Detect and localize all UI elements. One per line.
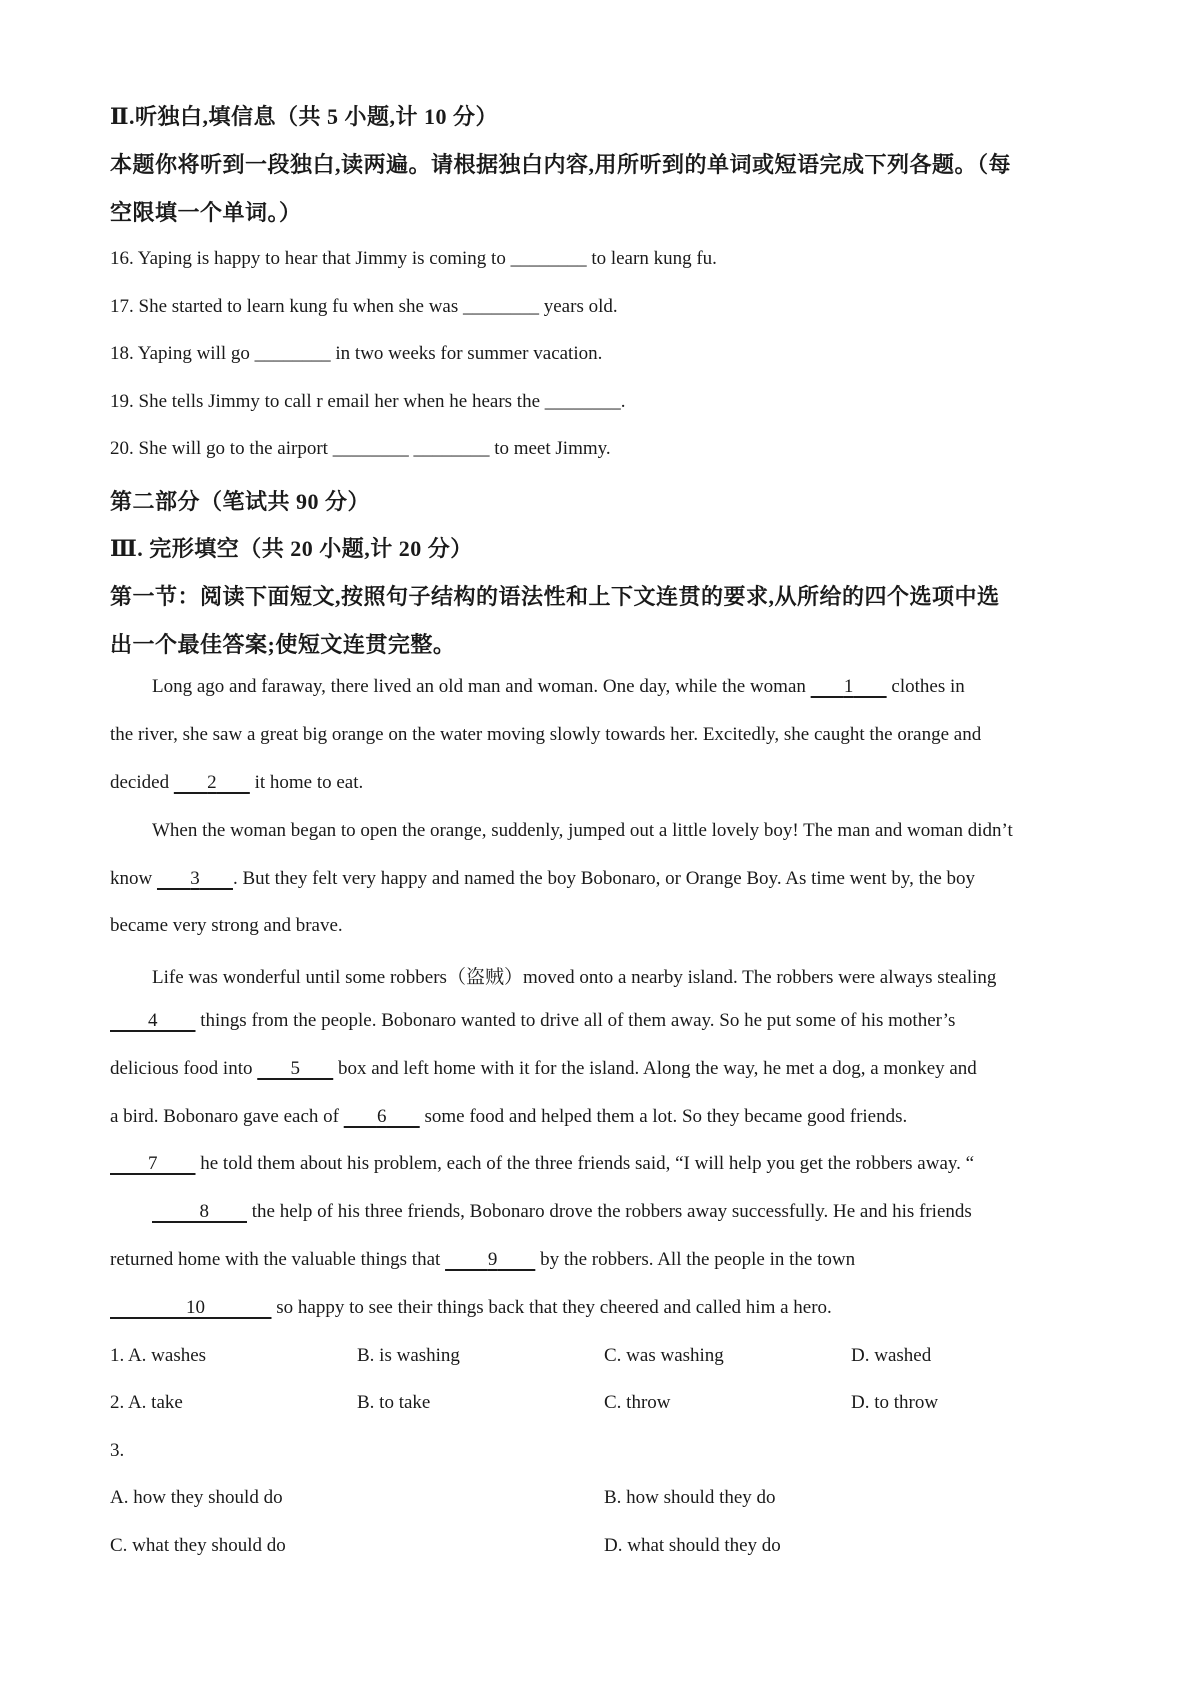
question-16: 16. Yaping is happy to hear that Jimmy is coming to ________ to learn kung fu. — [110, 248, 717, 269]
blank-10 — [110, 1297, 272, 1318]
blank-number: 7 — [148, 1153, 158, 1174]
blank-7 — [110, 1153, 196, 1174]
passage-text: delicious food into — [110, 1058, 258, 1079]
blank-number: 3 — [190, 868, 200, 889]
blank-number: 10 — [186, 1297, 205, 1318]
option-1c: C. was washing — [604, 1345, 724, 1366]
passage-line — [110, 868, 975, 890]
question-20: 20. She will go to the airport ________ ________ to meet Jimmy. — [110, 438, 611, 459]
passage-line — [110, 1249, 855, 1271]
passage-line: Life was wonderful until some robbers（盗贼）moved onto a nearby island. The robbers were always stealing — [152, 967, 997, 988]
question-18: 18. Yaping will go ________ in two weeks for summer vacation. — [110, 343, 603, 364]
passage-text: some food and helped them a lot. So they became good friends. — [419, 1106, 908, 1127]
section-3-title: Ⅲ. 完形填空（共 20 小题,计 20 分） — [110, 536, 473, 561]
blank-number: 4 — [148, 1010, 158, 1031]
option-3b: B. how should they do — [604, 1487, 776, 1508]
blank-number: 1 — [843, 676, 854, 697]
passage-line — [152, 676, 965, 698]
passage-line — [110, 1153, 974, 1175]
passage-text: returned home with the valuable things that — [110, 1249, 446, 1270]
blank-5 — [257, 1058, 333, 1079]
passage-text: know — [110, 868, 157, 889]
passage-text: Long ago and faraway, there lived an old man and woman. One day, while the woman — [152, 676, 811, 697]
question-17: 17. She started to learn kung fu when she was ________ years old. — [110, 296, 618, 317]
blank-2 — [174, 772, 250, 793]
passage-text: box and left home with it for the island. Along the way, he met a dog, a monkey and — [333, 1058, 977, 1079]
part-2-title: 第二部分（笔试共 90 分） — [110, 489, 371, 514]
question-3-label: 3. — [110, 1440, 125, 1461]
blank-number: 5 — [290, 1058, 300, 1079]
passage-text: things from the people. Bobonaro wanted to drive all of them away. So he put some of his mother’s — [195, 1010, 956, 1031]
passage-text: decided — [110, 772, 174, 793]
section-2-instructions-line-1: 本题你将听到一段独白,读两遍。请根据独白内容,用所听到的单词或短语完成下列各题。（每 — [110, 152, 1012, 177]
section-3-instructions-line-1: 第一节：阅读下面短文,按照句子结构的语法性和上下文连贯的要求,从所给的四个选项中选 — [110, 584, 1000, 609]
blank-1 — [811, 676, 887, 697]
option-2c: C. throw — [604, 1392, 671, 1413]
option-2d: D. to throw — [851, 1392, 939, 1413]
passage-line — [110, 1297, 832, 1319]
blank-6 — [344, 1106, 420, 1127]
blank-8 — [152, 1201, 247, 1222]
option-3c: C. what they should do — [110, 1535, 286, 1556]
blank-number: 6 — [376, 1106, 387, 1127]
passage-text: by the robbers. All the people in the town — [535, 1249, 856, 1270]
option-1d: D. washed — [851, 1345, 932, 1366]
blank-number: 9 — [487, 1249, 498, 1270]
passage-line — [110, 1106, 907, 1128]
section-2-title: Ⅱ.听独白,填信息（共 5 小题,计 10 分） — [110, 104, 499, 129]
passage-line — [110, 772, 363, 794]
section-3-instructions-line-2: 出一个最佳答案;使短文连贯完整。 — [110, 632, 456, 657]
blank-number: 2 — [207, 772, 217, 793]
blank-3 — [157, 868, 233, 889]
option-1a: 1. A. washes — [110, 1345, 207, 1366]
passage-text: . But they felt very happy and named the boy Bobonaro, or Orange Boy. As time went by, the boy — [232, 868, 976, 889]
passage-text: clothes in — [886, 676, 965, 697]
option-3a: A. how they should do — [110, 1487, 283, 1508]
option-3d: D. what should they do — [604, 1535, 781, 1556]
blank-number: 8 — [199, 1201, 209, 1222]
passage-line — [152, 1201, 972, 1223]
passage-text: he told them about his problem, each of the three friends said, “I will help you get the robbers away. “ — [195, 1153, 975, 1174]
passage-line: the river, she saw a great big orange on the water moving slowly towards her. Excitedly, she caught the orange and — [110, 724, 982, 745]
section-2-instructions-line-2: 空限填一个单词。） — [110, 200, 302, 225]
passage-text: it home to eat. — [249, 772, 364, 793]
blank-9 — [445, 1249, 535, 1270]
option-2b: B. to take — [357, 1392, 431, 1413]
question-19: 19. She tells Jimmy to call r email her when he hears the ________. — [110, 391, 626, 412]
blank-4 — [110, 1010, 196, 1031]
passage-line: When the woman began to open the orange, suddenly, jumped out a little lovely boy! The man and woman didn’t — [152, 820, 1013, 841]
option-2a: 2. A. take — [110, 1392, 183, 1413]
passage-line: became very strong and brave. — [110, 915, 343, 936]
passage-line — [110, 1058, 977, 1080]
passage-text: the help of his three friends, Bobonaro drove the robbers away successfully. He and his friends — [247, 1201, 972, 1222]
passage-line — [110, 1010, 955, 1032]
option-1b: B. is washing — [357, 1345, 460, 1366]
passage-text: a bird. Bobonaro gave each of — [110, 1106, 344, 1127]
passage-text: so happy to see their things back that they cheered and called him a hero. — [271, 1297, 832, 1318]
